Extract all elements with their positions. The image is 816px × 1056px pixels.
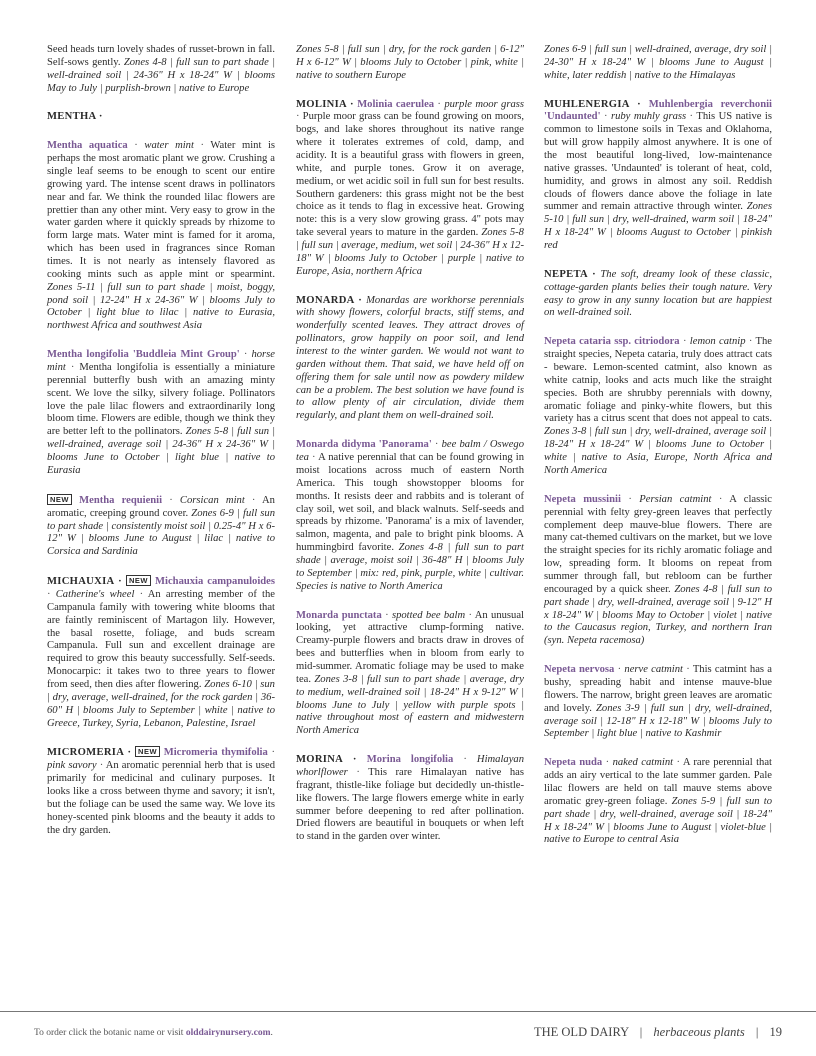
plant-description: This rare Himalayan native has fragrant, thistle-like foliage but decidedly un-thistle-like flowers. The large flowers emerge white in early summer before deepening to red after pollination. Dried flowers are beautiful in bouquets or when left to stand in the garden over winter.: [296, 766, 524, 843]
plant-description: Purple moor grass can be found growing on moors, bogs, and lake shores throughout its native range where it tolerates extremes of cold, damp, and acidity. It is a beautiful grass with flowers in green, white, and purple tones. Grow it on average, medium, or wet acidic soil in full sun for best results. Southern gardeners: this grass might not be the best choice as it tends to flag in excessive heat. Growing note: this is a very slow growing grass. 4" pots may take several years to mature in the garden.: [296, 111, 524, 239]
footer-divider: [0, 1011, 816, 1012]
genus-heading: MICROMERIA ·: [47, 747, 132, 759]
plant-entry: [544, 99, 772, 253]
plant-description: The straight species, Nepeta cataria, truly does attract cats - beware. Lemon-scented catmint, also known as white catnip, looks and acts much like the straight species. Both are shrubby perennials with downy, aromatic foliage and pinky-white flowers, but this variety has a citrus scent that does not appeal to cats.: [544, 336, 772, 425]
genus-heading: MICHAUXIA ·: [47, 576, 122, 588]
common-name: pink savory: [47, 760, 97, 772]
dot-separator: ·: [381, 609, 392, 621]
growing-specs: Zones 6-10 | sun | dry, average, well-drained, for the rock garden | 36-60" H | blooms July to September | white | native to Greece, Turkey, Syria, Lebanon, Palestine, Israel: [47, 678, 275, 729]
common-name: water mint: [144, 140, 194, 152]
plant-entry: [47, 111, 275, 124]
entry-text: [544, 269, 772, 320]
footer-brand: OLD DAIRY: [561, 1025, 629, 1039]
dot-separator: ·: [620, 493, 640, 505]
dot-separator: ·: [614, 664, 625, 676]
entry-text: [47, 746, 275, 837]
botanical-name-link[interactable]: Michauxia campanuloides: [155, 576, 275, 588]
botanical-name-link[interactable]: Nepeta cataria ssp. citriodora: [544, 336, 680, 348]
plant-description: A classic perennial with felty grey-green leaves that perfectly complement deep mauve-blue flowers. There are many cat-themed cultivars on the market, but we love the straight species for its richly aromatic foliage and low, spreading form. It blooms on repeat from summer through fall, but rebloom can be further encouraged by a quick sheer.: [544, 493, 772, 595]
plant-entry: [544, 269, 772, 320]
footer-separator: |: [639, 1025, 643, 1039]
entry-text: [47, 44, 275, 95]
new-badge: NEW: [126, 575, 151, 586]
growing-specs: Zones 4-8 | full sun to part shade | well-drained soil | 24-36" H x 18-24" W | blooms May to July | purplish-brown | native to Europe: [47, 56, 275, 94]
plant-description: This catmint has a bushy, spreading habit and intense mauve-blue flowers. The narrow, bright green leaves are aromatic and lovely.: [544, 664, 773, 714]
plant-description: An aromatic perennial herb that is used primarily for medicinal and culinary purposes. It looks like a cross between thyme and savory; it isn't, but the foliage can be used the same way. We love its honey-scented pink blooms and the beauty it adds to the dry garden.: [47, 760, 275, 836]
plant-description: This US native is common to limestone soils in Texas and Oklahoma, but will grow happily almost anywhere. It is one of the most beautiful long-lived, low-maintenance native grasses. 'Undaunted' is tolerant of heat, cold, humidity, and grows in almost any soil. Reddish clouds of flowers dance above the foliage in late summer and remain attractive through winter.: [544, 111, 772, 213]
growing-specs: Zones 5-11 | full sun to part shade | moist, boggy, pond soil | 12-24" H x 24-36" W | blooms July to October | light blue to lilac | native to Eurasia, northwest Africa and southwest Asia: [47, 281, 275, 332]
dot-separator: ·: [308, 452, 319, 464]
footer-site-link[interactable]: olddairynursery.com: [185, 1028, 271, 1038]
plant-entry: [47, 494, 275, 559]
entry-text: [47, 140, 275, 333]
plant-entry: [47, 140, 275, 333]
plant-description: Mentha longifolia is essentially a miniature perennial butterfly bush with an amazing minty scent. We love the silky, silvery foliage. Pollinators love the pale lilac flowers and extraordinarily long bloom time. Flowers are edible, though we think they are better left to the pollinators.: [47, 362, 275, 438]
botanical-name-link[interactable]: Monarda punctata: [296, 609, 382, 621]
dot-separator: ·: [745, 336, 756, 348]
botanical-name-link[interactable]: Molinia caerulea: [357, 98, 435, 110]
genus-heading: MONARDA ·: [296, 294, 363, 306]
plant-description: A native perennial that can be found growing in moist locations across much of eastern North America. This tough showstopper blooms for months. It resists deer and rabbits and is tolerant of clay soil, wet soil, and black walnuts. Self-seeds and spreads by rhizome. 'Panorama' is a mix of lavender, salmon, magenta, and pale to bright pink blooms. A hummingbird favorite.: [296, 452, 524, 554]
genus-intro: The soft, dreamy look of these classic, cottage-garden plants belies their tough nature. Very easy to grow in any sunny location but are happiest on well-drained soil.: [544, 268, 772, 319]
dot-separator: ·: [711, 493, 730, 505]
common-name: Corsican mint: [179, 494, 245, 506]
dot-separator: ·: [239, 349, 252, 361]
growing-specs: Zones 4-8 | full sun to part shade | average, moist soil | 36-48" H | blooms July to September | mix: red, pink, purple, white | cultivar. Species is native to North America: [296, 542, 524, 592]
column-1: [47, 44, 275, 853]
plant-entry: [296, 44, 524, 83]
genus-intro: Monardas are workhorse perennials with showy flowers, colorful bracts, stiff stems, and wonderfully scented leaves. They attract droves of pollinators, grow happily on poor soil, and lend interest to the winter garden. We would not want to garden without them. That said, we have held off on offering them for sale until now as powdery mildew can be a problem. The best solution we have found is to allow plenty of air circulation, divide them regularly, and plant them on well-drained soil.: [296, 294, 524, 422]
botanical-name-link[interactable]: Muhlenbergia reverchonii 'Undaunted': [544, 98, 772, 123]
common-name: Persian catmint: [639, 493, 712, 505]
growing-specs: Zones 3-8 | full sun to part shade | average, dry to medium, well-drained soil | 18-24" H x 9-12" W | blooms June to July | yellow with purple spots | native throughout most of eastern and midwestern North America: [296, 673, 524, 737]
plant-entry: [544, 494, 772, 648]
plant-entry: [47, 44, 275, 95]
plant-entry: [47, 349, 275, 478]
dot-separator: ·: [673, 757, 683, 769]
common-name: nerve catmint: [624, 664, 683, 676]
genus-heading: MOLINIA ·: [296, 98, 354, 110]
plant-entry: [296, 754, 524, 844]
entry-text: [296, 99, 524, 279]
column-2: [296, 44, 524, 860]
dot-separator: ·: [453, 754, 477, 766]
dot-separator: ·: [134, 588, 148, 600]
dot-separator: ·: [431, 439, 442, 451]
common-name: horse mint: [47, 349, 275, 374]
dot-separator: ·: [465, 609, 475, 621]
growing-specs: Zones 3-9 | full sun | dry, well-drained, average soil | 12-18" H x 12-18" W | blooms July to September | light blue | native to Kashmir: [544, 702, 772, 740]
plant-entry: [296, 99, 524, 279]
plant-entry: [544, 757, 772, 847]
common-name: spotted bee balm: [391, 609, 466, 621]
column-3: [544, 44, 772, 863]
entry-text: [544, 757, 772, 847]
plant-entry: [296, 439, 524, 593]
entry-text: [47, 111, 275, 124]
plant-entry: [296, 295, 524, 424]
page-number: 19: [769, 1025, 782, 1039]
entry-text: [296, 439, 524, 593]
plant-description: An unusual looking, yet attractive clump-forming native. Creamy-purple flowers and bracts draw in droves of bees and butterflies when in bloom from early to mid-summer. Aromatic foliage may be used to make tea.: [296, 609, 524, 685]
common-name: bee balm / Oswego tea: [296, 439, 525, 464]
dot-separator: ·: [296, 111, 303, 123]
footer-running-head: [534, 1025, 782, 1040]
new-badge: NEW: [47, 494, 72, 505]
botanical-name-link[interactable]: Nepeta mussinii: [544, 493, 621, 505]
entry-text: [296, 610, 524, 739]
common-name: naked catmint: [612, 757, 674, 769]
growing-specs: Zones 5-8 | full sun | dry, for the rock garden | 6-12" H x 6-12" W | blooms July to October | pink, white | native to southern Europe: [296, 44, 524, 81]
growing-specs: Zones 5-8 | full sun | average, medium, wet soil | 24-36" H x 12-18" W | blooms July to October | purple | native to Europe, Asia, northern Africa: [296, 227, 524, 277]
common-name: lemon catnip: [689, 336, 746, 348]
entry-text: [296, 44, 524, 83]
growing-specs: Zones 5-8 | full sun | well-drained, average soil | 24-36" H x 24-36" W | blooms June to October | light blue | native to Eurasia: [47, 426, 275, 476]
dot-separator: ·: [267, 747, 275, 759]
botanical-name-link[interactable]: Morina longifolia: [366, 754, 454, 766]
entry-text: [544, 99, 772, 253]
dot-separator: ·: [162, 494, 180, 506]
common-name: ruby muhly grass: [610, 111, 687, 123]
plant-entry: [544, 664, 772, 741]
footer-separator: |: [755, 1025, 759, 1039]
dot-separator: ·: [47, 588, 56, 600]
genus-heading: MENTHA ·: [47, 111, 103, 123]
genus-heading: MUHLENERGIA ·: [544, 98, 641, 110]
botanical-name-link[interactable]: Monarda didyma 'Panorama': [296, 439, 432, 451]
entry-text: [544, 664, 772, 741]
plant-entry: [47, 575, 275, 730]
botanical-name-link[interactable]: Nepeta nervosa: [544, 664, 615, 676]
common-name: purple moor grass: [444, 98, 524, 110]
plant-entry: [544, 336, 772, 477]
genus-heading: NEPETA ·: [544, 268, 596, 280]
entry-text: [544, 44, 772, 83]
plant-description: Seed heads turn lovely shades of russet-brown in fall. Self-sows gently.: [47, 44, 275, 68]
dot-separator: ·: [686, 111, 697, 123]
dot-separator: ·: [65, 362, 80, 374]
growing-specs: Zones 6-9 | full sun to part shade | consistently moist soil | 0.25-4" H x 6-12" W | blooms June to August | lilac | native to Corsica and Sardinia: [47, 507, 275, 558]
dot-separator: ·: [602, 757, 613, 769]
dot-separator: ·: [679, 336, 690, 348]
genus-heading: MORINA ·: [296, 754, 357, 766]
dot-separator: ·: [347, 766, 369, 778]
new-badge: NEW: [135, 746, 160, 757]
dot-separator: ·: [193, 140, 211, 152]
botanical-name-link[interactable]: Mentha aquatica: [47, 140, 128, 152]
growing-specs: Zones 5-10 | full sun | dry, well-drained, warm soil | 18-24" H x 18-24" W | blooms August to October | pinkish red: [544, 201, 772, 252]
dot-separator: ·: [682, 664, 693, 676]
plant-entry: [47, 746, 275, 837]
common-name: Catherine's wheel: [55, 588, 135, 600]
dot-separator: ·: [434, 98, 445, 110]
botanical-name-link[interactable]: Mentha requienii: [79, 494, 163, 506]
growing-specs: Zones 3-8 | full sun | dry, well-drained, average soil | 18-24" H x 18-24" W | blooms June to October | white | native to Asia, Europe, North Africa and North America: [544, 426, 772, 476]
footer-period: .: [270, 1028, 273, 1038]
plant-description: A rare perennial that adds an airy vertical to the late summer garden. Pale lilac flowers are held on tall mauve stems above aromatic grey-green foliage.: [544, 757, 772, 807]
plant-entry: [544, 44, 772, 83]
entry-text: [47, 494, 275, 559]
growing-specs: Zones 4-8 | full sun to part shade | dry, well-drained, average soil | 9-12" H x 18-24" W | blooms May to October | violet | native to the Caucasus region, Turkey, and northern Iran (syn. Nepeta racemosa): [544, 583, 772, 647]
dot-separator: ·: [600, 111, 611, 123]
plant-entry: [296, 610, 524, 739]
growing-specs: Zones 5-9 | full sun to part shade | dry, well-drained, average soil | 18-24" H x 18-24" W | blooms June to August | violet-blue | native to Europe to central Asia: [544, 795, 772, 846]
dot-separator: ·: [96, 760, 106, 772]
entry-text: [47, 575, 275, 730]
footer-order-note: [34, 1028, 273, 1038]
dot-separator: ·: [127, 140, 145, 152]
dot-separator: ·: [244, 494, 263, 506]
plant-description: Water mint is perhaps the most aromatic plant we grow. Crushing a single leaf seems to be enough to scent our entire growing yard. The intense scent draws in pollinators near and far. We think the rounded lilac flowers are prettier than any other mint. Very easy to grow in the water garden where it quickly spreads by rhizome to form large mats. Water mint is famed for it aroma, which has been used in fragrances since Roman times. It is not nearly as intensely flavored as cooking mints such as apple mint or spearmint.: [47, 140, 276, 280]
botanical-name-link[interactable]: Micromeria thymifolia: [163, 747, 268, 759]
entry-text: [47, 349, 275, 478]
footer-brand-prefix: THE: [533, 1025, 559, 1039]
plant-description: An aromatic, creeping ground cover.: [47, 494, 275, 519]
common-name: Himalayan whorlflower: [296, 754, 524, 778]
growing-specs: Zones 6-9 | full sun | well-drained, average, dry soil | 24-30" H x 18-24" W | blooms June to August | white, later reddish | native to the Himalayas: [544, 44, 772, 81]
botanical-name-link[interactable]: Nepeta nuda: [544, 757, 603, 769]
entry-text: [296, 295, 524, 424]
entry-text: [296, 754, 524, 844]
entry-text: [544, 494, 772, 648]
entry-text: [544, 336, 772, 477]
botanical-name-link[interactable]: Mentha longifolia 'Buddleia Mint Group': [47, 349, 240, 361]
plant-description: An arresting member of the Campanula family with towering white blooms that are faintly reminiscent of Martagon lily. However, the basal rosette, foliage, and buds scream Campanula. Full sun and excellent drainage are required to grow this beauty successfully. Self-seeds. Monocarpic: it takes two to three years to flower from seed, then dies after flowering.: [47, 588, 275, 690]
footer-order-text: To order click the botanic name or visit: [34, 1028, 184, 1038]
footer-section: herbaceous plants: [653, 1025, 745, 1039]
